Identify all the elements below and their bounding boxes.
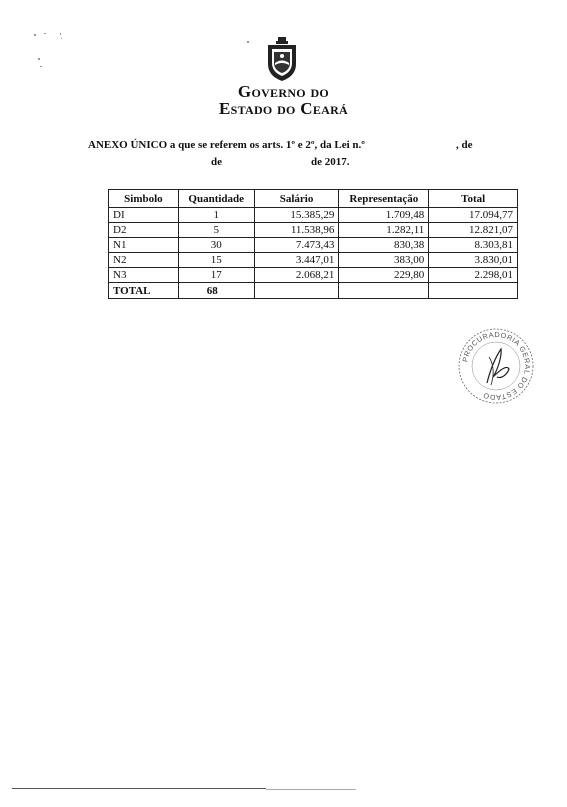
- scan-speck: [38, 58, 40, 60]
- header-salario: Salário: [254, 190, 339, 208]
- total-empty-cell: [429, 283, 518, 299]
- scan-speck: [60, 33, 61, 35]
- header-state: Estado do Ceará: [218, 99, 349, 118]
- anexo-title-end: , de: [456, 139, 473, 151]
- anexo-title: ANEXO ÚNICO a que se referem os arts. 1º e 2º, da Lei n.º: [88, 139, 365, 151]
- table-row: [109, 223, 518, 238]
- cell-simbolo: N1: [109, 238, 179, 253]
- anexo-date-year: de 2017.: [311, 156, 350, 168]
- cell-quantidade: 30: [178, 238, 254, 253]
- cell-total: 2.298,01: [429, 268, 518, 283]
- table-row: [109, 268, 518, 283]
- header-government: Governo do: [237, 82, 330, 101]
- cell-salario: 3.447,01: [254, 253, 339, 268]
- cell-total: 3.830,01: [429, 253, 518, 268]
- cell-salario: 2.068,21: [254, 268, 339, 283]
- scan-speck: [61, 38, 62, 39]
- table-total-row: [109, 283, 518, 299]
- cell-quantidade: 15: [178, 253, 254, 268]
- table-row: [109, 238, 518, 253]
- footer-rule: [12, 788, 266, 789]
- cell-simbolo: N2: [109, 253, 179, 268]
- official-stamp: [457, 327, 535, 405]
- cell-quantidade: 1: [178, 208, 254, 223]
- cell-representacao: 1.282,11: [339, 223, 429, 238]
- cell-salario: 15.385,29: [254, 208, 339, 223]
- scan-speck: [34, 34, 36, 36]
- cell-total: 17.094,77: [429, 208, 518, 223]
- total-empty-cell: [254, 283, 339, 299]
- total-label: TOTAL: [109, 283, 179, 299]
- cell-quantidade: 17: [178, 268, 254, 283]
- cell-representacao: 830,38: [339, 238, 429, 253]
- header-representacao: Representação: [339, 190, 429, 208]
- footer-rule: [266, 789, 356, 790]
- total-quantidade: 68: [178, 283, 254, 299]
- anexo-date-prefix: de: [211, 156, 222, 168]
- total-empty-cell: [339, 283, 429, 299]
- cell-simbolo: D2: [109, 223, 179, 238]
- header-simbolo: Simbolo: [109, 190, 179, 208]
- table-row: [109, 208, 518, 223]
- coat-of-arms-seal: [264, 36, 300, 82]
- cell-total: 8.303,81: [429, 238, 518, 253]
- cell-quantidade: 5: [178, 223, 254, 238]
- anexo-table: [108, 189, 518, 299]
- scan-speck: [247, 41, 249, 43]
- header-total: Total: [429, 190, 518, 208]
- cell-representacao: 229,80: [339, 268, 429, 283]
- stamp-text: PROCURADORIA GERAL DO ESTADO: [460, 329, 533, 403]
- cell-salario: 7.473,43: [254, 238, 339, 253]
- scan-speck: [40, 66, 42, 67]
- cell-representacao: 1.709,48: [339, 208, 429, 223]
- cell-salario: 11.538,96: [254, 223, 339, 238]
- cell-representacao: 383,00: [339, 253, 429, 268]
- cell-simbolo: N3: [109, 268, 179, 283]
- table-header-row: [109, 190, 518, 208]
- table-row: [109, 253, 518, 268]
- signature-scribble: [487, 349, 509, 383]
- header-quantidade: Quantidade: [178, 190, 254, 208]
- scan-speck: [44, 33, 46, 34]
- cell-total: 12.821,07: [429, 223, 518, 238]
- cell-simbolo: DI: [109, 208, 179, 223]
